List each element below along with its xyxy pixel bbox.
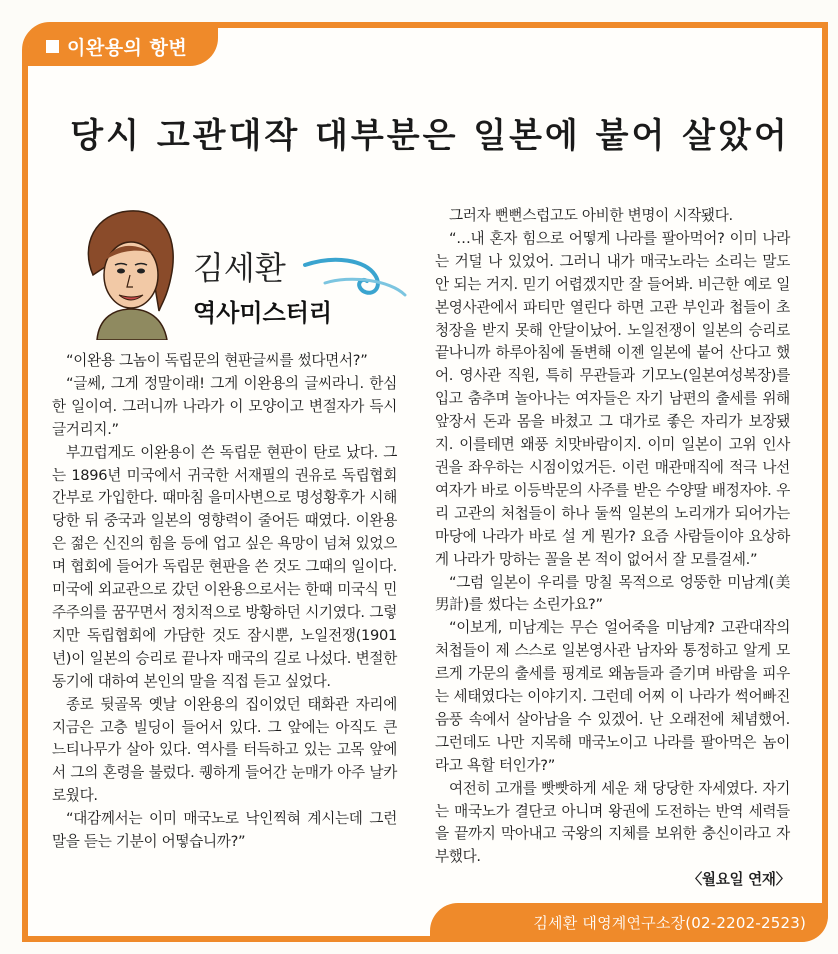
author-box	[75, 205, 375, 340]
paragraph: 여전히 고개를 빳빳하게 세운 채 당당한 자세였다. 자기는 매국노가 결단코 아니며 왕권에 도전하는 반역 세력들을 끝까지 막아내고 국왕의 지체를 보위한 충신이라고 자부했다.	[435, 779, 790, 866]
author-caricature-icon	[75, 205, 185, 340]
author-name: 김세환	[193, 249, 286, 287]
paragraph: “이완용 그놈이 독립문의 현판글씨를 썼다면서?”	[66, 352, 368, 369]
paragraph: 종로 뒷골목 옛날 이완용의 집이었던 태화관 자리에 지금은 고층 빌딩이 들어서 있다. 그 앞에는 아직도 큰 느티나무가 살아 있다. 역사를 터득하고 있는 고목 앞에서 그의 혼령을 불렀다. 퀭하게 들어간 눈매가 아주 날카로웠다.	[52, 695, 397, 805]
author-credit: 김세환 대영계연구소장(02-2202-2523)	[533, 914, 806, 932]
right-column	[435, 205, 790, 892]
section-tab	[28, 26, 218, 66]
column-name: 역사미스터리	[193, 299, 333, 327]
square-bullet-icon	[46, 40, 59, 53]
paragraph: “그럼 일본이 우리를 망칠 목적으로 엉뚱한 미남계(美男計)를 썼다는 소린가요?”	[435, 573, 790, 614]
left-column	[52, 350, 397, 854]
section-label: 이완용의 항변	[67, 36, 188, 59]
paragraph: 부끄럽게도 이완용이 쓴 독립문 현판이 탄로 났다. 그는 1896년 미국에서 귀국한 서재필의 권유로 독립협회 간부로 가입한다. 때마침 을미사변으로 명성황후가 시해당한 뒤 중국과 일본의 영향력이 줄어든 때였다. 이완용은 젊은 신진의 힘을 등에 업고 싶은 욕망이 넘쳐 있었으며 협회에 들어가 독립문 현판을 쓴 것도 그때의 일이다. 미국에 외교관으로 갔던 이완용으로서는 한때 미국식 민주주의를 꿈꾸면서 정치적으로 방황하던 시기였다. 그렇지만 독립협회에 가담한 것도 잠시뿐, 노일전쟁(1901년)이 일본의 승리로 끝나자 매국의 길로 나섰다. 변절한 동기에 대하여 본인의 말을 직접 듣고 싶었다.	[52, 443, 397, 690]
footer-bar	[430, 903, 828, 942]
headline: 당시 고관대작 대부분은 일본에 붙어 살았어	[70, 116, 790, 156]
paragraph: “이보게, 미남계는 무슨 얼어죽을 미남계? 고관대작의 처첩들이 제 스스로 일본영사관 남자와 통정하고 알게 모르게 가문의 출세를 핑계로 왜놈들과 즐기며 바람을 피우는 세태였다는 이야기지. 그런데 어찌 이 나라가 썩어빠진 음풍 속에서 살아남을 수 있겠어. 난 오래전에 체념했어. 그런데도 나만 지목해 매국노이고 나라를 팔아먹은 놈이라고 욕할 터인가?”	[435, 619, 790, 774]
paragraph: “…내 혼자 힘으로 어떻게 나라를 팔아먹어? 이미 나라는 거덜 나 있었어. 그러니 내가 매국노라는 소리는 말도 안 되는 거지. 믿기 어렵겠지만 잘 들어봐. 비근한 예로 일본영사관에서 파티만 열린다 하면 고관 부인과 첩들이 초청장을 받지 못해 안달이났어. 노일전쟁이 일본의 승리로 끝나니까 하루아침에 돌변해 이젠 일본에 붙어 산다고 했어. 영사관 직원, 특히 무관들과 기모노(일본여성복장)를 입고 춤추며 놀아나는 여자들은 자기 남편의 출세를 위해 앞장서 돈과 몸을 바쳤고 그 대가로 좋은 자리가 보장됐지. 이를테면 왜풍 치맛바람이지. 이미 일본이 고위 인사권을 좌우하는 시점이었거든. 이런 매관매직에 적극 나선 여자가 바로 이등박문의 사주를 받은 수양딸 배정자야. 우리 고관의 처첩들이 하나 둘씩 일본의 노리개가 되어가는 마당에 나라가 바로 설 게 뭔가? 요즘 사람들이야 요상하게 나라가 망하는 꼴을 본 적이 없어서 잘 모를걸세.”	[435, 229, 790, 568]
paragraph: “글쎄, 그게 정말이래! 그게 이완용의 글씨라니. 한심한 일이여. 그러니까 나라가 이 모양이고 변절자가 득시글거리지.”	[52, 374, 397, 438]
paragraph: “대감께서는 이미 매국노로 낙인찍혀 계시는데 그런 말을 듣는 기분이 어떻습니까?”	[52, 810, 397, 851]
serial-note: 〈월요일 연재〉	[687, 871, 790, 889]
paragraph: 그러자 뻔뻔스럽고도 아비한 변명이 시작됐다.	[449, 207, 733, 224]
